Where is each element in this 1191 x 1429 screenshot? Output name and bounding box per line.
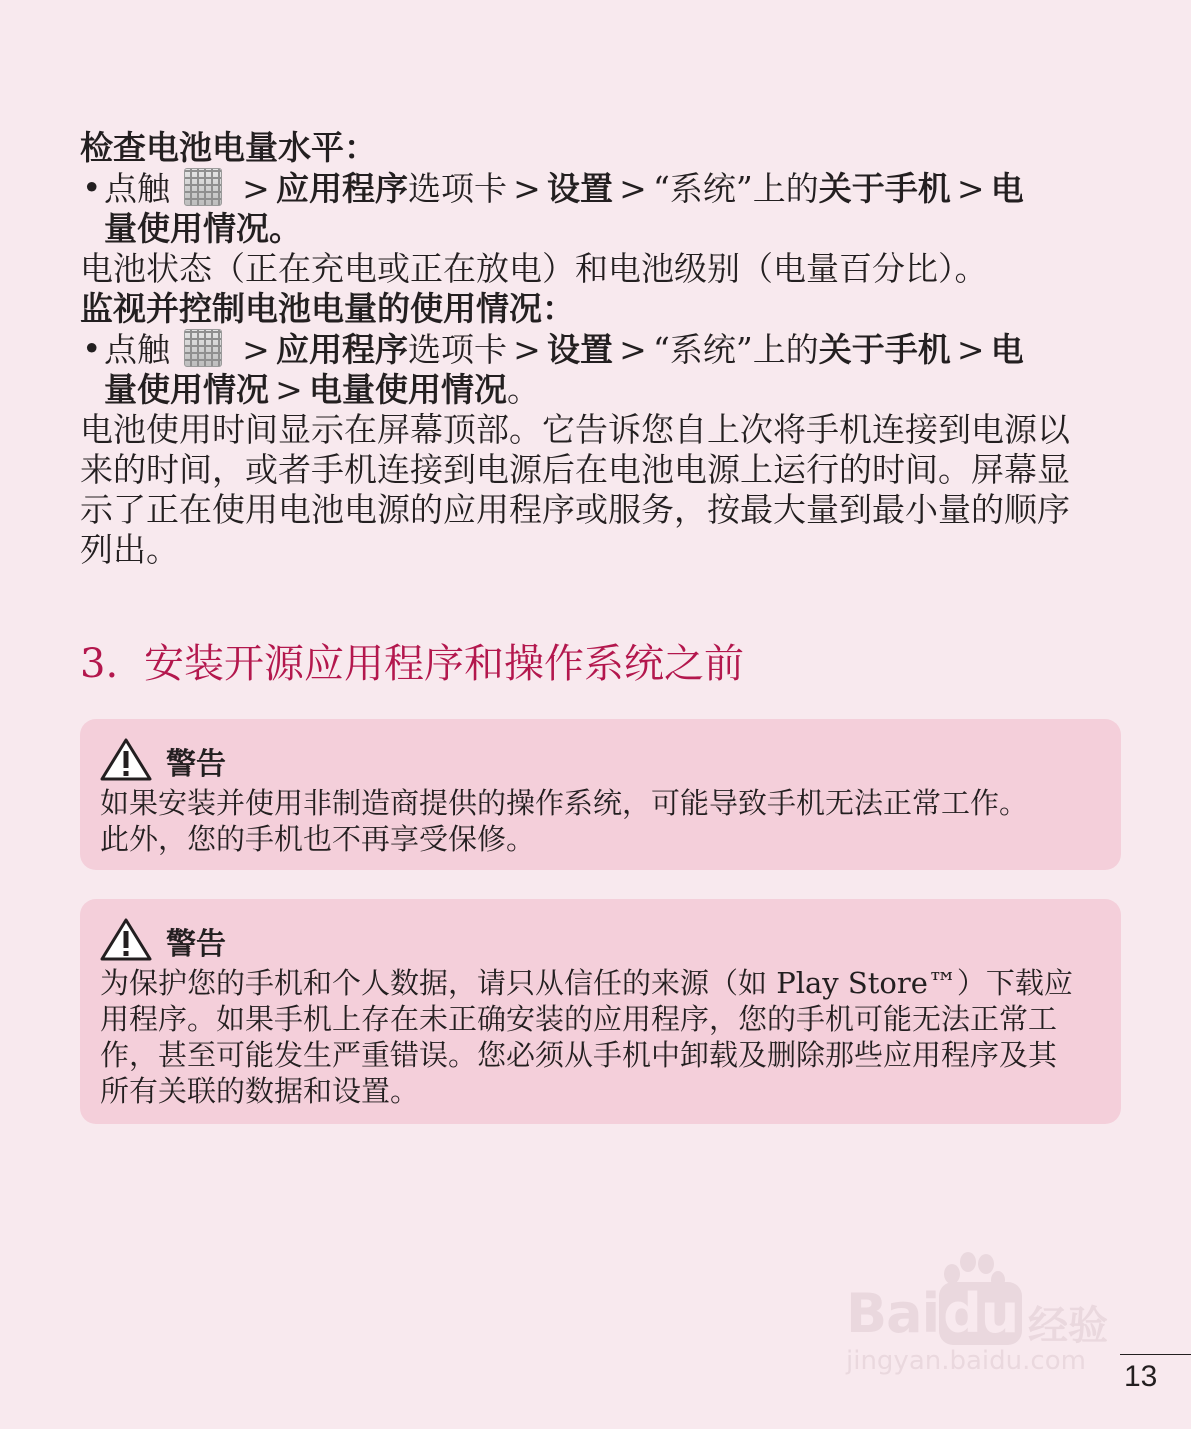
section-3-title	[80, 636, 744, 692]
watermark-url: jingyan.baidu.com	[846, 1346, 1086, 1376]
warning-body	[100, 965, 1101, 1109]
step-text-settings: 设置	[547, 169, 613, 208]
warning-body	[100, 785, 1101, 857]
step-text-end: 。	[507, 370, 540, 409]
battery-status-paragraph: 电池状态（正在充电或正在放电）和电池级别（电量百分比）。	[80, 249, 988, 288]
battery-usage-para-line: 来的时间，或者手机连接到电源后在电池电源上运行的时间。屏幕显	[80, 450, 1070, 489]
step-text-power: 电	[990, 169, 1024, 208]
path-separator: >	[513, 169, 541, 208]
step-text-apps: 应用程序	[276, 330, 408, 369]
main-content	[80, 128, 1110, 570]
bullet: •	[82, 329, 102, 368]
warning-box-1	[80, 719, 1121, 870]
step-text-tab: 选项卡	[408, 330, 507, 369]
step-text-tap: 点触	[104, 330, 170, 369]
baidu-watermark	[846, 1252, 1126, 1382]
apps-grid-icon	[184, 168, 222, 206]
path-separator: >	[956, 169, 985, 208]
battery-usage-step-cont	[80, 370, 1110, 410]
watermark-brand	[846, 1282, 1022, 1345]
page-number: 13	[1124, 1360, 1158, 1393]
path-separator: >	[242, 330, 270, 369]
battery-level-step-cont: 量使用情况。	[104, 209, 302, 248]
warning-header	[100, 737, 1101, 781]
warning-title: 警告	[166, 747, 226, 782]
battery-usage-step	[80, 329, 1110, 370]
warning-box-2	[80, 899, 1121, 1124]
warning-line: 此外，您的手机也不再享受保修。	[100, 822, 536, 856]
step-text-power-usage: 量使用情况	[104, 370, 269, 409]
warning-line: 用程序。如果手机上存在未正确安装的应用程序，您的手机可能无法正常工	[100, 1002, 1058, 1036]
step-text-power-usage-2: 电量使用情况	[309, 370, 507, 409]
watermark-brand-a: Bai	[846, 1282, 940, 1345]
watermark-cn: 经验	[1028, 1302, 1108, 1349]
step-text-system: “系统”上的	[653, 169, 819, 208]
battery-level-step	[80, 168, 1110, 209]
step-text-apps: 应用程序	[276, 169, 408, 208]
section-title-text: 安装开源应用程序和操作系统之前	[144, 641, 744, 687]
warning-triangle-icon	[100, 917, 152, 961]
battery-usage-para-line: 列出。	[80, 530, 179, 569]
step-text-system: “系统”上的	[653, 330, 819, 369]
battery-level-heading: 检查电池电量水平：	[80, 128, 377, 167]
warning-line: 作，甚至可能发生严重错误。您必须从手机中卸载及删除那些应用程序及其	[100, 1038, 1058, 1072]
step-text-tap: 点触	[104, 169, 170, 208]
watermark-brand-du: du	[939, 1282, 1022, 1345]
path-separator: >	[513, 330, 541, 369]
step-text-tab: 选项卡	[408, 169, 507, 208]
path-separator: >	[242, 169, 270, 208]
bullet: •	[82, 168, 102, 207]
path-separator: >	[956, 330, 985, 369]
warning-line: 所有关联的数据和设置。	[100, 1074, 420, 1108]
apps-grid-icon	[184, 329, 222, 367]
warning-header	[100, 917, 1101, 961]
page-number-rule	[1120, 1354, 1191, 1355]
path-separator: >	[275, 370, 303, 409]
warning-line: 为保护您的手机和个人数据，请只从信任的来源（如 Play Store™）下载应	[100, 966, 1073, 1000]
step-text-about-phone: 关于手机	[818, 169, 951, 208]
step-text-about-phone: 关于手机	[818, 330, 951, 369]
warning-title: 警告	[166, 927, 226, 962]
warning-line: 如果安装并使用非制造商提供的操作系统，可能导致手机无法正常工作。	[100, 786, 1029, 820]
battery-usage-heading: 监视并控制电池电量的使用情况：	[80, 289, 575, 328]
battery-usage-para-line: 示了正在使用电池电源的应用程序或服务，按最大量到最小量的顺序	[80, 490, 1070, 529]
battery-usage-para-line: 电池使用时间显示在屏幕顶部。它告诉您自上次将手机连接到电源以	[80, 410, 1070, 449]
path-separator: >	[619, 169, 647, 208]
warning-triangle-icon	[100, 737, 152, 781]
step-text-settings: 设置	[547, 330, 613, 369]
step-text-power: 电	[990, 330, 1024, 369]
section-number: 3.	[80, 641, 119, 687]
path-separator: >	[619, 330, 647, 369]
